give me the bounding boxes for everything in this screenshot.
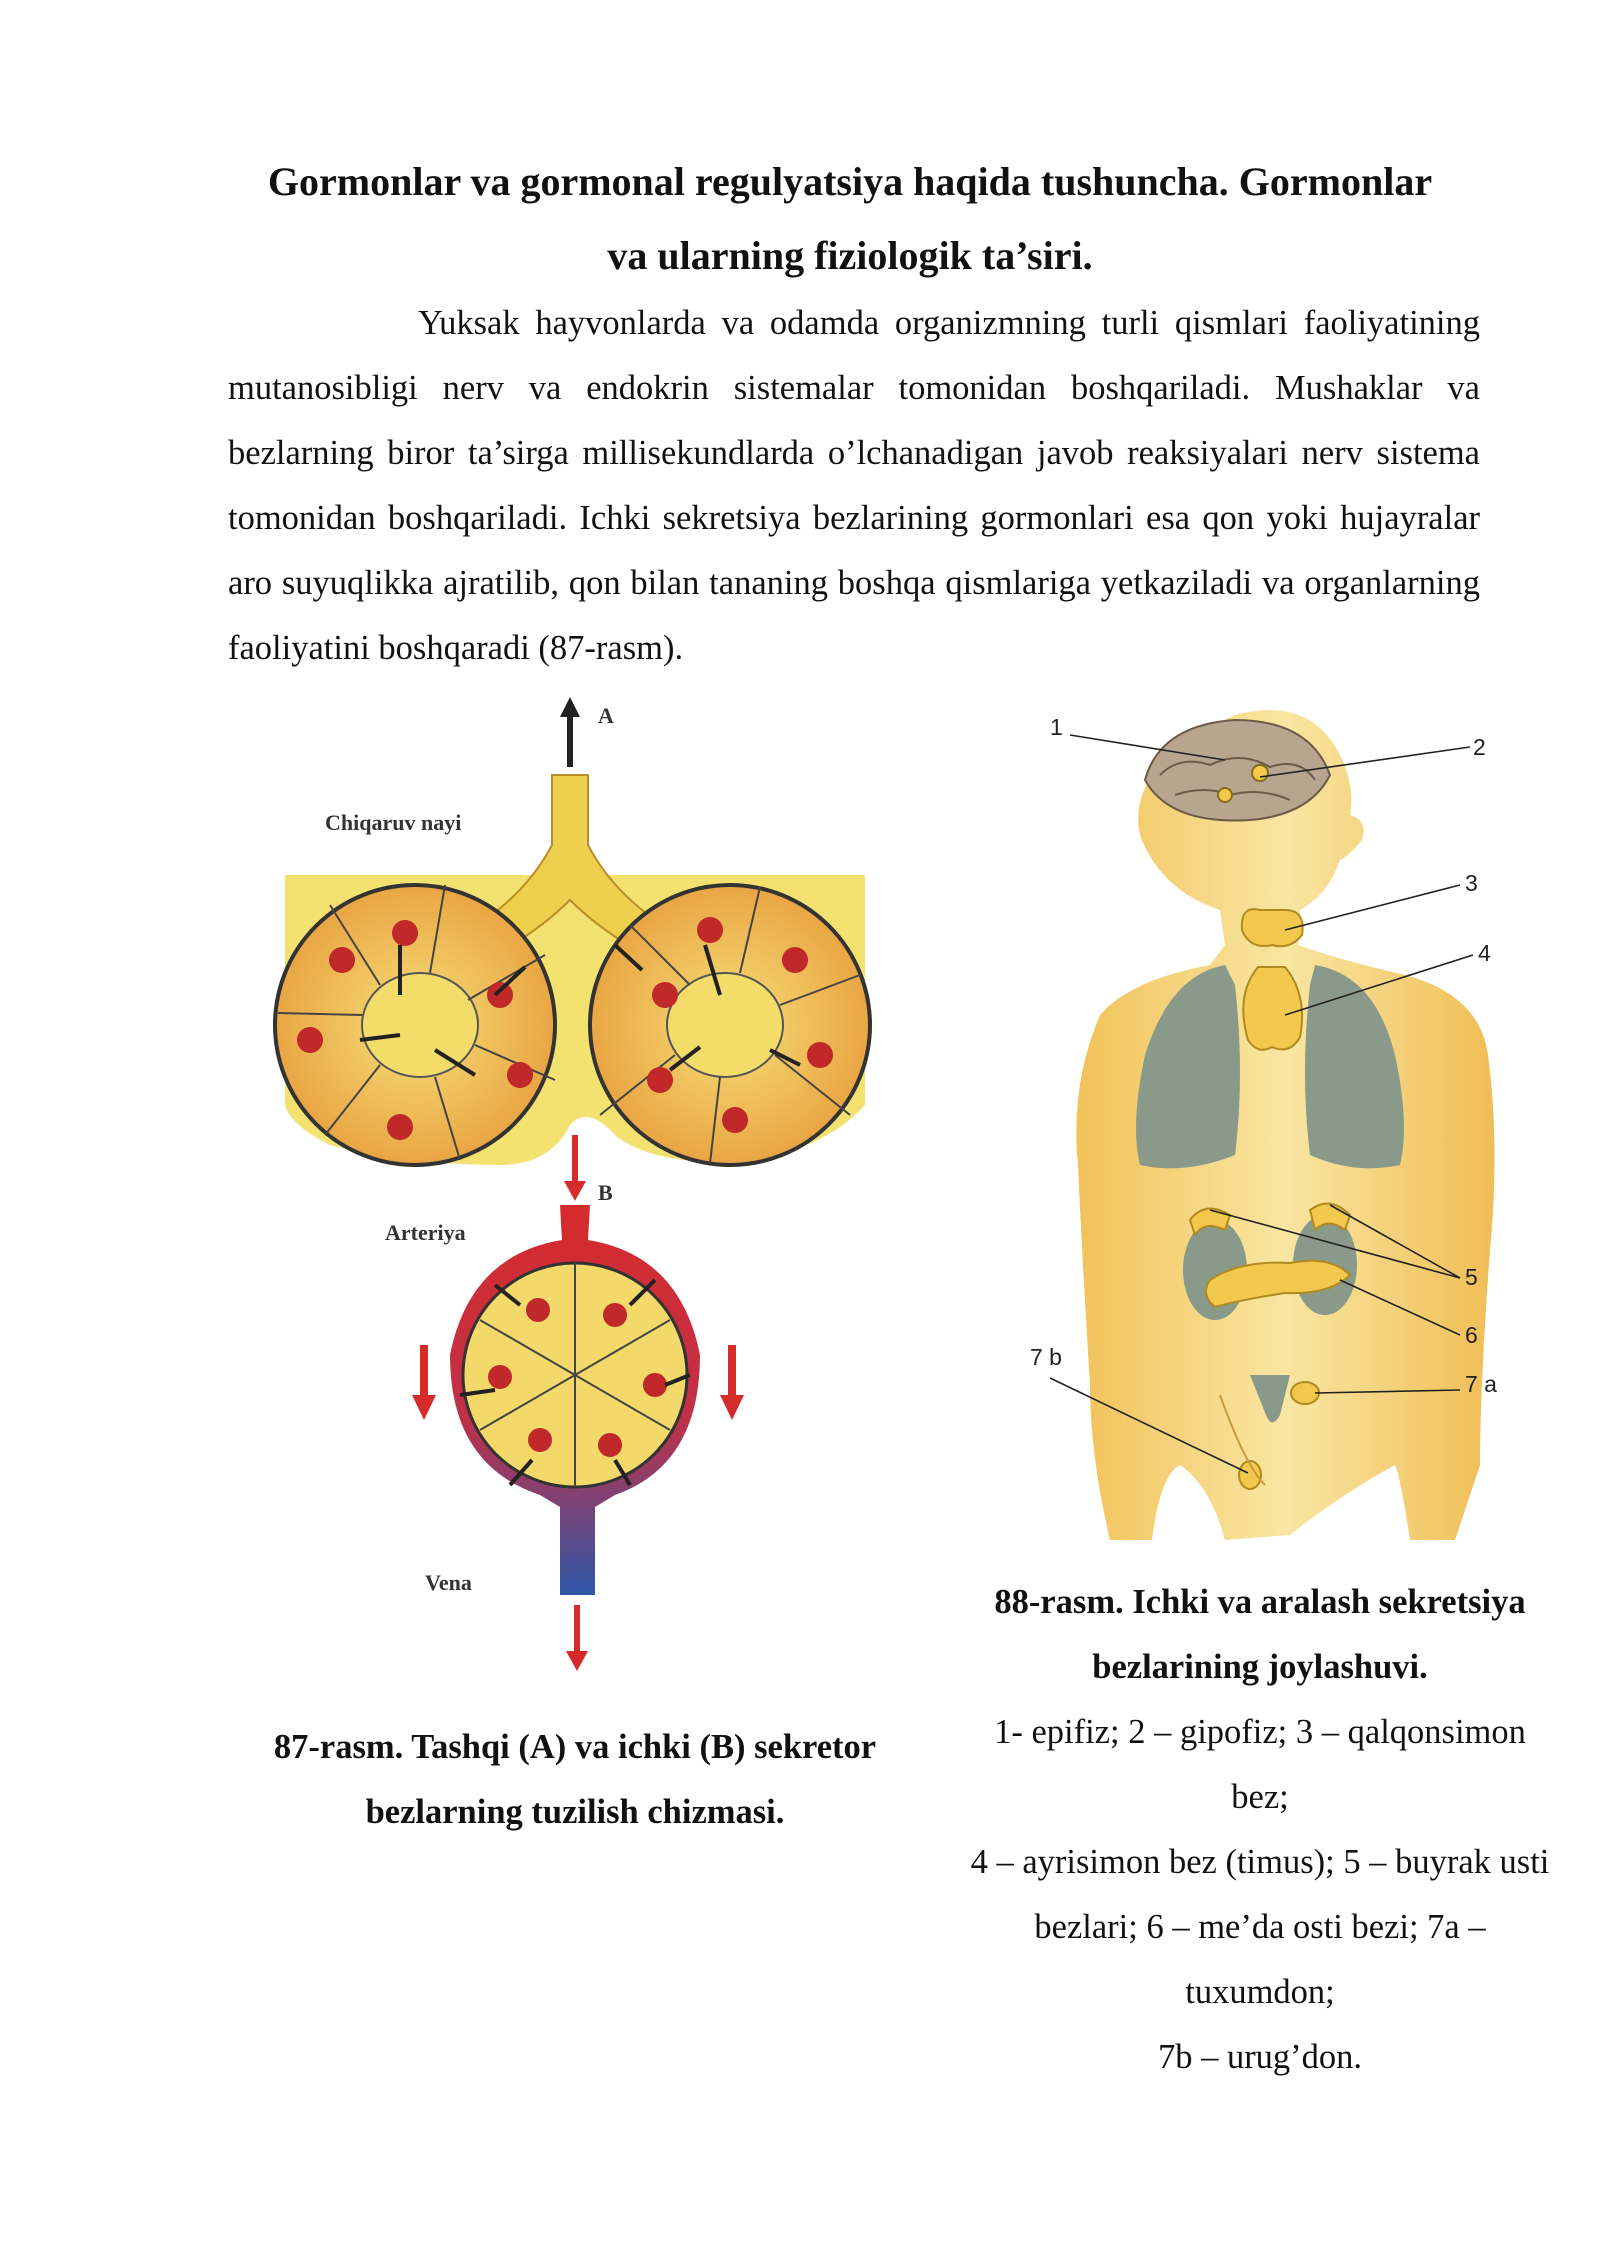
- figure-87-caption: [230, 1715, 920, 1845]
- figure-88-legend: [925, 1700, 1595, 2090]
- legend-line: 7b – urug’don.: [1157, 2038, 1363, 2076]
- figure-88-caption: [925, 1570, 1595, 1700]
- label-b: B: [598, 1180, 613, 1205]
- figure-88-body-diagram: [1010, 695, 1600, 1555]
- figure-87-caption-line-2: bezlarning tuzilish chizmasi.: [365, 1793, 785, 1831]
- pineal-gland: [1252, 765, 1268, 781]
- endocrine-gland: [450, 1205, 700, 1595]
- pituitary-gland: [1218, 788, 1232, 802]
- legend-line: 1- epifiz; 2 – gipofiz; 3 – qalqonsimon: [994, 1713, 1526, 1751]
- label-artery: Arteriya: [385, 1220, 466, 1245]
- figure-88-caption-line-2: bezlarining joylashuvi.: [1092, 1648, 1428, 1686]
- figure-87-gland-diagram: [270, 695, 890, 1685]
- label-duct: Chiqaruv nayi: [325, 810, 462, 835]
- label-a: A: [598, 703, 614, 728]
- intro-paragraph-text: Yuksak hayvonlarda va odamda organizmning turli qismlari faoliyatining mutanosibligi nerv va endokrin sistemalar tomonidan boshqariladi. Mushaklar va bezlarning biror ta’sirga millisekundlarda o’lchanadigan javob reaksiyalari nerv sistema tomonidan boshqariladi. Ichki sekretsiya bezlarining gormonlari esa qon yoki hujayralar aro suyuqlikka ajratilib, qon bilan tananing boshqa qismlariga yetkaziladi va organlarning faoliyatini boshqaradi (87-rasm).: [228, 304, 1480, 667]
- legend-line: bez;: [1231, 1778, 1289, 1816]
- ovary: [1291, 1382, 1319, 1404]
- thymus-gland: [1243, 967, 1302, 1050]
- blood-outflow-arrow: [566, 1605, 588, 1671]
- blood-inflow-arrow: [564, 1135, 586, 1201]
- right-acinus: [590, 885, 870, 1165]
- title-line-1: Gormonlar va gormonal regulyatsiya haqida tushuncha. Gormonlar: [267, 159, 1433, 204]
- page-title: [200, 145, 1500, 293]
- legend-line: bezlari; 6 – me’da osti bezi; 7a –: [1034, 1908, 1486, 1946]
- label-1: 1: [1050, 714, 1063, 740]
- label-3: 3: [1465, 870, 1478, 896]
- label-7a: 7 a: [1465, 1371, 1497, 1397]
- label-7b: 7 b: [1030, 1344, 1062, 1370]
- figure-88-caption-line-1: 88-rasm. Ichki va aralash sekretsiya: [994, 1583, 1526, 1621]
- figure-87-caption-line-1: 87-rasm. Tashqi (A) va ichki (B) sekretor: [273, 1728, 877, 1766]
- label-2: 2: [1473, 734, 1486, 760]
- intro-paragraph: [228, 291, 1480, 681]
- legend-line: tuxumdon;: [1185, 1973, 1335, 2011]
- left-acinus: [275, 885, 555, 1165]
- label-4: 4: [1478, 940, 1491, 966]
- title-line-2: va ularning fiziologik ta’siri.: [607, 233, 1093, 278]
- label-6: 6: [1465, 1322, 1478, 1348]
- legend-line: 4 – ayrisimon bez (timus); 5 – buyrak usti: [970, 1843, 1550, 1881]
- label-5: 5: [1465, 1264, 1478, 1290]
- secretion-arrow-up: [560, 697, 580, 767]
- label-vein: Vena: [425, 1570, 472, 1595]
